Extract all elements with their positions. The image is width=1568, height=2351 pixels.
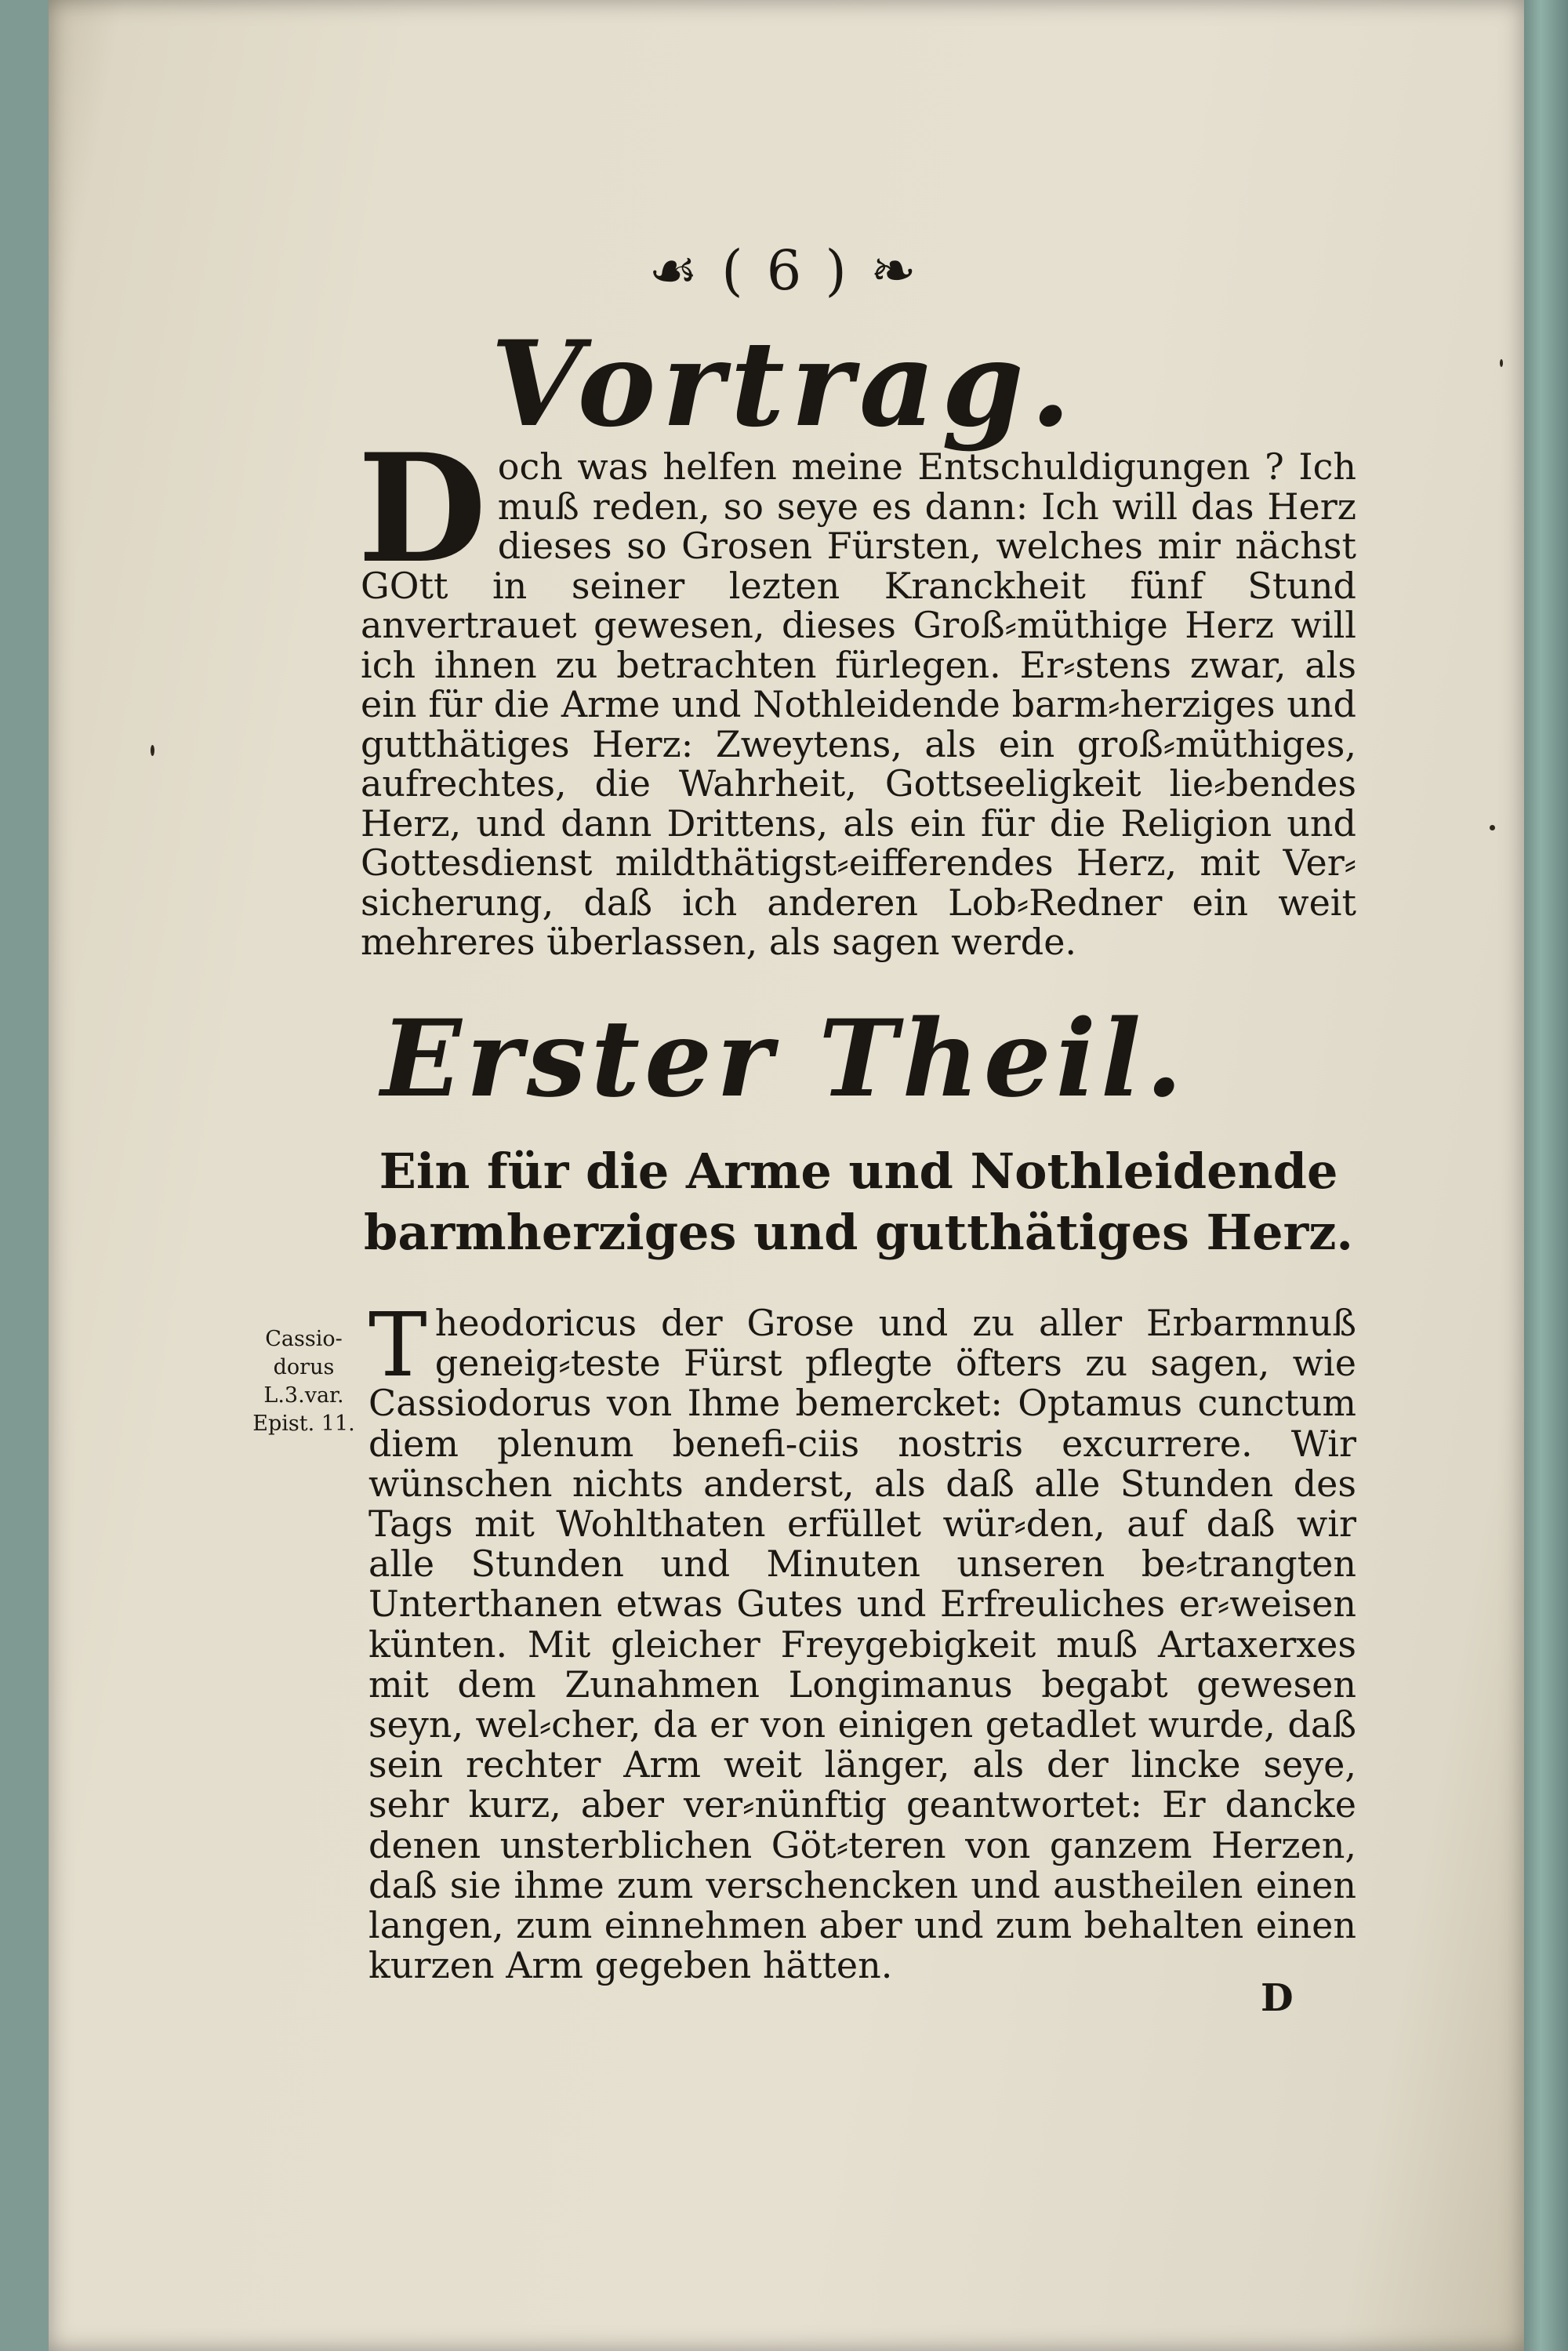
section-title: Vortrag. (490, 315, 1078, 453)
drop-capital: T (368, 1295, 427, 1397)
body-paragraph (368, 1295, 1356, 1987)
catchword: D (1261, 1976, 1294, 2020)
ink-speck (151, 745, 154, 756)
page-number-header: ☙ ( 6 ) ❧ (648, 238, 920, 303)
drop-capital: D (358, 421, 487, 596)
part-subtitle: Ein für die Arme und Nothleidende barmherziges und gutthätiges Herz. (363, 1143, 1354, 1261)
intro-text: och was helfen meine Entschuldigungen ? Ich muß reden, so seye es dann: Ich will das Herz dieses so Grosen Fürsten, welches mir nächst GOtt in seiner lezten Kranckheit fünf Stund anvertrauet gewesen, dieses Groß⸗müthige Herz will ich ihnen zu betrachten fürlegen. Er⸗stens zwar, als ein für die Arme und Nothleidende barm⸗herziges und gutthätiges Herz: Zweytens, als ein groß⸗müthiges, aufrechtes, die Wahrheit, Gottseeligkeit lie⸗bendes Herz, und dann Drittens, als ein für die Religion und Gottesdienst mildthätigst⸗eifferendes Herz, mit Ver⸗sicherung, daß ich anderen Lob⸗Redner ein weit mehreres überlassen, als sagen werde. (361, 445, 1356, 963)
marginal-note-line: dorus (273, 1355, 335, 1379)
body-text: heodoricus der Grose und zu aller Erbarmnuß geneig⸗teste Fürst pflegte öfters zu sagen, wie Cassiodorus von Ihme bemercket: Optamus cunctum diem plenum benefi-ciis nostris excurrere. Wir wünschen nichts anderst, als daß alle Stunden des Tags mit Wohlthaten erfüllet wür⸗den, auf daß wir alle Stunden und Minuten unseren be⸗trangten Unterthanen etwas Gutes und Erfreuliches er⸗weisen künten. Mit gleicher Freygebigkeit muß Artaxerxes mit dem Zunahmen Longimanus begabt gewesen seyn, wel⸗cher, da er von einigen getadlet wurde, daß sein rechter Arm weit länger, als der lincke seye, sehr kurz, aber ver⸗nünftig geantwortet: Er dancke denen unsterblichen Göt⸗teren von ganzem Herzen, daß sie ihme zum verschencken und austheilen einen langen, zum einnehmen aber und zum behalten einen kurzen Arm gegeben hätten. (368, 1302, 1356, 1987)
marginal-note-line: Epist. 11. (252, 1412, 355, 1436)
marginal-note (235, 1325, 372, 1438)
intro-paragraph (358, 421, 1356, 963)
marginal-note-line: L.3.var. (263, 1383, 344, 1408)
part-title: Erster Theil. (380, 996, 1188, 1121)
marginal-note-line: Cassio- (265, 1327, 343, 1351)
ink-speck (1490, 825, 1495, 830)
